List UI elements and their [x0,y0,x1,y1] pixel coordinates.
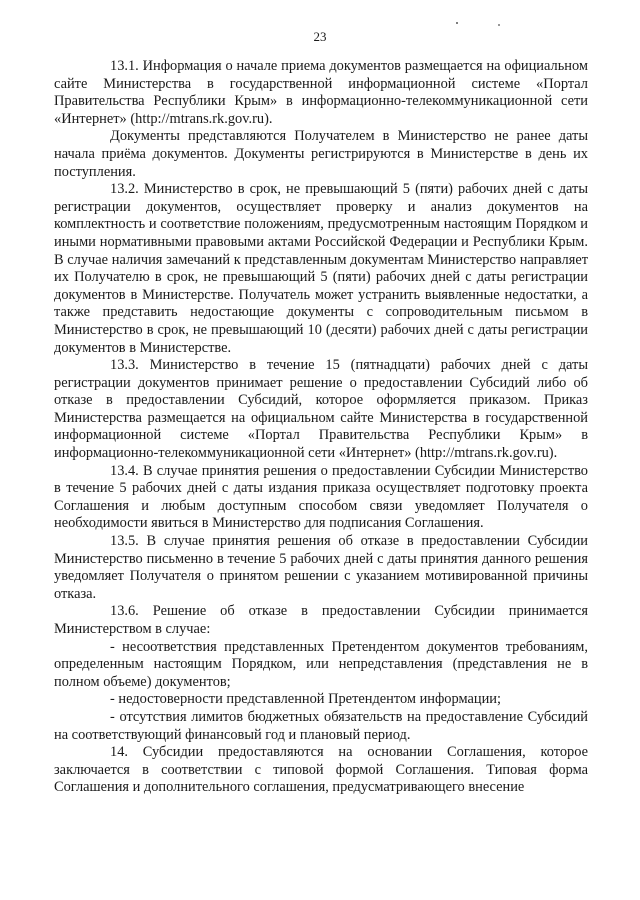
paragraph-13-2: 13.2. Министерство в срок, не превышающий 5 (пяти) рабочих дней с даты регистрации документов, осуществляет проверку и анализ документов на комплектность и соответствие положениям, предусмотренным настоящим Порядком и иными нормативными правовыми актами Российской Федерации и Республики Крым. В случае наличия замечаний к представленным документам Министерство направляет их Получателю в срок, не превышающий 5 (пяти) рабочих дней с даты регистрации документов в Министерстве. Получатель может устранить выявленные недостатки, а также представить недостающие документы с сопроводительным письмом в Министерство в срок, не превышающий 10 (десяти) рабочих дней с даты регистрации документов в Министерстве. [54,181,588,356]
paragraph-13-6: 13.6. Решение об отказе в предоставлении Субсидии принимается Министерством в случае: [54,603,588,637]
paragraph-documents-submission: Документы представляются Получателем в Министерство не ранее даты начала приёма документов. Документы регистрируются в Министерстве в день их поступления. [54,128,588,180]
list-item-false-information: - недостоверности представленной Претендентом информации; [110,691,501,708]
paragraph-14: 14. Субсидии предоставляются на основании Соглашения, которое заключается в соответствии с типовой формой Соглашения. Типовая форма Соглашения и дополнительного соглашения, предусматривающего внесение [54,744,588,796]
paragraph-13-1: 13.1. Информация о начале приема документов размещается на официальном сайте Министерства в государственной информационной системе «Портал Правительства Республики Крым» в информационно-телекоммуникационной сети «Интернет» (http://mtrans.rk.gov.ru). [54,58,588,127]
list-item-no-budget-limits: - отсутствия лимитов бюджетных обязательств на предоставление Субсидий на соответствующий финансовый год и плановый период. [54,708,588,743]
paragraph-13-3: 13.3. Министерство в течение 15 (пятнадцати) рабочих дней с даты регистрации документов принимает решение о предоставлении Субсидий либо об отказе в предоставлении Субсидий, которое оформляется приказом. Приказ Министерства размещается на официальном сайте Министерства в государственной информационной системе «Портал Правительства Республики Крым» в информационно-телекоммуникационной сети «Интернет» (http://mtrans.rk.gov.ru). [54,357,588,462]
page-number: 23 [313,29,327,44]
scan-speck [498,24,500,26]
paragraph-13-4: 13.4. В случае принятия решения о предоставлении Субсидии Министерство в течение 5 рабочих дней с даты издания приказа осуществляет подготовку проекта Соглашения и любым доступным способом связи уведомляет Получателя о необходимости явиться в Министерство для подписания Соглашения. [54,462,588,532]
paragraph-13-5: 13.5. В случае принятия решения об отказе в предоставлении Субсидии Министерство письменно в течение 5 рабочих дней с даты принятия данного решения уведомляет Получателя о принятом решении с указанием мотивированной причины отказа. [54,533,588,602]
scan-speck [456,22,458,24]
list-item-noncompliance: - несоответствия представленных Претендентом документов требованиям, определенным настоящим Порядком, или непредставления (представления не в полном объеме) документов; [54,638,588,690]
